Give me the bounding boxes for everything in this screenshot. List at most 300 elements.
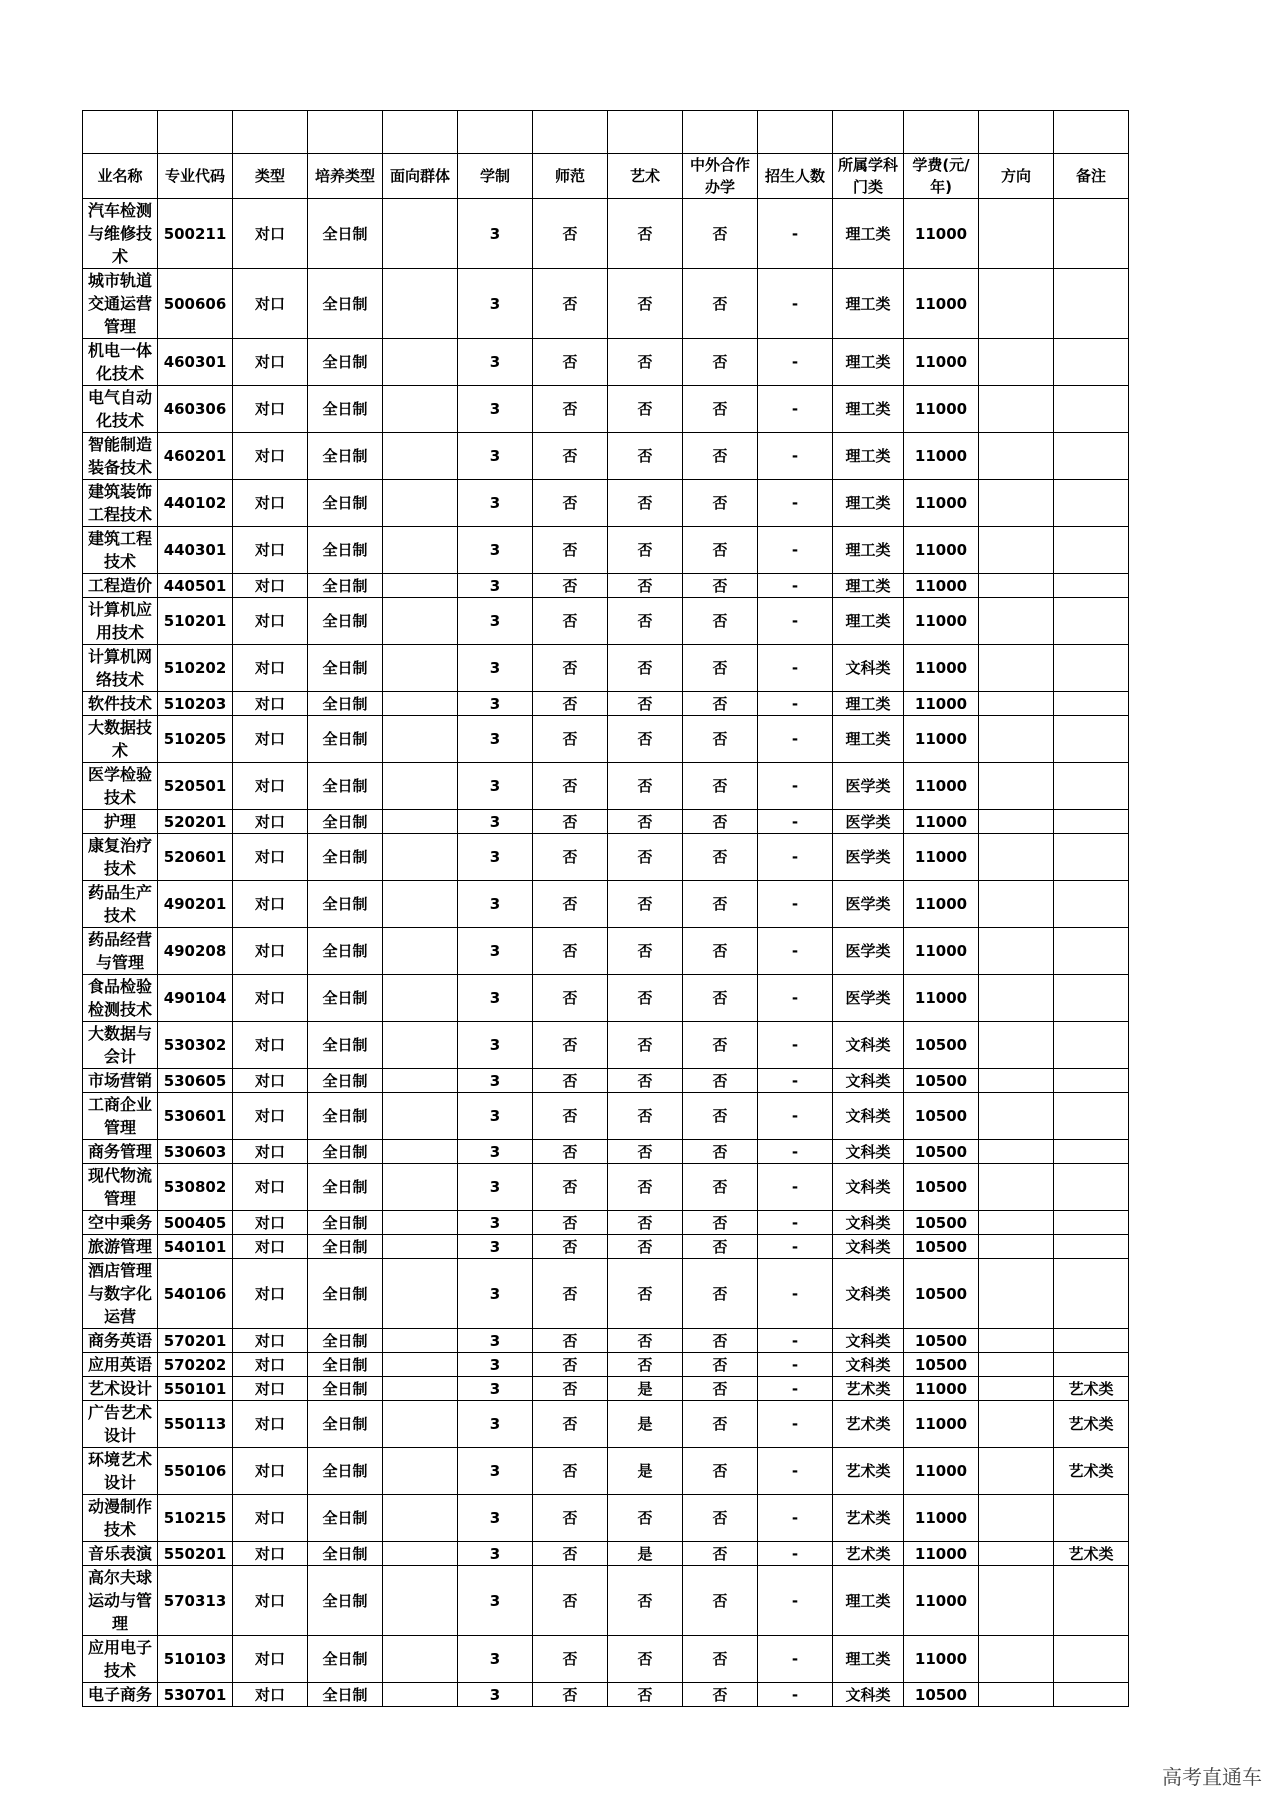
blank-cell: [833, 111, 904, 154]
table-cell: 否: [683, 386, 758, 433]
table-cell: [1054, 527, 1129, 574]
table-cell: 全日制: [308, 386, 383, 433]
table-cell: -: [758, 928, 833, 975]
table-cell: 全日制: [308, 1566, 383, 1636]
table-cell: [383, 1022, 458, 1069]
table-cell: 11000: [904, 692, 979, 716]
table-cell: 全日制: [308, 1377, 383, 1401]
table-cell: 否: [683, 1235, 758, 1259]
table-cell: 对口: [233, 975, 308, 1022]
table-cell: 全日制: [308, 881, 383, 928]
table-cell: 否: [608, 716, 683, 763]
table-cell: 对口: [233, 1329, 308, 1353]
table-cell: 全日制: [308, 339, 383, 386]
table-cell: 490208: [158, 928, 233, 975]
blank-cell: [683, 111, 758, 154]
table-cell: 510201: [158, 598, 233, 645]
table-cell: 520501: [158, 763, 233, 810]
major-name-cell: 大数据技术: [83, 716, 158, 763]
table-cell: 否: [533, 1329, 608, 1353]
table-cell: 否: [683, 1164, 758, 1211]
table-cell: 否: [608, 386, 683, 433]
table-cell: 是: [608, 1448, 683, 1495]
table-cell: 否: [533, 975, 608, 1022]
table-cell: 否: [533, 692, 608, 716]
table-cell: [383, 386, 458, 433]
table-cell: [979, 1211, 1054, 1235]
table-cell: 否: [683, 1211, 758, 1235]
table-cell: 对口: [233, 433, 308, 480]
table-row: [83, 1164, 1129, 1211]
table-cell: 3: [458, 1636, 533, 1683]
table-cell: 全日制: [308, 527, 383, 574]
table-cell: 全日制: [308, 1093, 383, 1140]
table-cell: 否: [533, 527, 608, 574]
table-cell: 对口: [233, 1542, 308, 1566]
major-name-cell: 建筑装饰工程技术: [83, 480, 158, 527]
table-cell: [1054, 834, 1129, 881]
table-cell: [1054, 480, 1129, 527]
table-cell: 对口: [233, 1448, 308, 1495]
table-cell: 540101: [158, 1235, 233, 1259]
table-cell: 理工类: [833, 692, 904, 716]
table-cell: 10500: [904, 1093, 979, 1140]
table-cell: 11000: [904, 1495, 979, 1542]
table-cell: [979, 598, 1054, 645]
table-cell: 对口: [233, 1636, 308, 1683]
table-cell: 否: [533, 386, 608, 433]
table-cell: 否: [608, 480, 683, 527]
major-name-cell: 大数据与会计: [83, 1022, 158, 1069]
table-cell: 3: [458, 269, 533, 339]
table-cell: [1054, 1259, 1129, 1329]
table-cell: 否: [533, 716, 608, 763]
table-cell: [979, 645, 1054, 692]
table-cell: 10500: [904, 1353, 979, 1377]
table-cell: 全日制: [308, 1401, 383, 1448]
table-cell: 全日制: [308, 763, 383, 810]
table-cell: 否: [608, 269, 683, 339]
table-cell: 3: [458, 881, 533, 928]
table-cell: [979, 1542, 1054, 1566]
table-cell: 全日制: [308, 199, 383, 269]
table-row: [83, 386, 1129, 433]
table-cell: 对口: [233, 1566, 308, 1636]
table-cell: 570313: [158, 1566, 233, 1636]
table-cell: 对口: [233, 1495, 308, 1542]
table-cell: [1054, 598, 1129, 645]
table-cell: [979, 433, 1054, 480]
table-cell: 500606: [158, 269, 233, 339]
table-cell: 510202: [158, 645, 233, 692]
table-cell: -: [758, 1164, 833, 1211]
table-cell: 440501: [158, 574, 233, 598]
table-cell: [383, 574, 458, 598]
table-cell: 3: [458, 1022, 533, 1069]
table-cell: 否: [608, 199, 683, 269]
table-cell: -: [758, 1683, 833, 1707]
table-cell: [383, 269, 458, 339]
table-cell: 否: [608, 433, 683, 480]
blank-cell: [233, 111, 308, 154]
table-cell: 3: [458, 1542, 533, 1566]
table-cell: 否: [533, 1401, 608, 1448]
table-cell: [1054, 810, 1129, 834]
table-cell: 3: [458, 433, 533, 480]
major-name-cell: 医学检验技术: [83, 763, 158, 810]
table-cell: 否: [683, 1566, 758, 1636]
table-cell: 全日制: [308, 928, 383, 975]
table-cell: 10500: [904, 1022, 979, 1069]
table-cell: 11000: [904, 199, 979, 269]
table-row: [83, 1542, 1129, 1566]
table-cell: [383, 339, 458, 386]
table-cell: 全日制: [308, 1022, 383, 1069]
table-cell: 3: [458, 574, 533, 598]
table-cell: 570202: [158, 1353, 233, 1377]
table-cell: 对口: [233, 1093, 308, 1140]
table-cell: 否: [608, 834, 683, 881]
column-header: 中外合作办学: [683, 154, 758, 199]
table-cell: [979, 199, 1054, 269]
table-cell: 文科类: [833, 1353, 904, 1377]
table-cell: 对口: [233, 339, 308, 386]
column-header: 专业代码: [158, 154, 233, 199]
table-cell: [383, 1093, 458, 1140]
major-name-cell: 工商企业管理: [83, 1093, 158, 1140]
table-cell: 550106: [158, 1448, 233, 1495]
table-cell: 对口: [233, 527, 308, 574]
table-cell: 医学类: [833, 928, 904, 975]
table-cell: 理工类: [833, 480, 904, 527]
watermark: 高考直通车: [1162, 1765, 1262, 1789]
table-cell: 是: [608, 1377, 683, 1401]
column-header: 培养类型: [308, 154, 383, 199]
table-cell: [979, 339, 1054, 386]
table-cell: 对口: [233, 763, 308, 810]
table-cell: 是: [608, 1542, 683, 1566]
table-cell: 否: [533, 574, 608, 598]
table-cell: 否: [533, 480, 608, 527]
table-cell: [1054, 881, 1129, 928]
table-row: [83, 269, 1129, 339]
table-cell: 否: [683, 1022, 758, 1069]
table-cell: 否: [608, 1353, 683, 1377]
table-row: [83, 433, 1129, 480]
table-cell: 全日制: [308, 975, 383, 1022]
major-name-cell: 酒店管理与数字化运营: [83, 1259, 158, 1329]
table-cell: 医学类: [833, 834, 904, 881]
major-name-cell: 艺术设计: [83, 1377, 158, 1401]
table-cell: 否: [533, 1495, 608, 1542]
table-cell: -: [758, 881, 833, 928]
table-cell: [383, 433, 458, 480]
table-cell: 11000: [904, 645, 979, 692]
table-cell: 否: [683, 1140, 758, 1164]
table-cell: 否: [533, 763, 608, 810]
table-cell: 530701: [158, 1683, 233, 1707]
table-cell: [979, 1566, 1054, 1636]
table-cell: 否: [533, 339, 608, 386]
table-cell: -: [758, 1636, 833, 1683]
table-cell: [1054, 386, 1129, 433]
table-cell: 理工类: [833, 386, 904, 433]
table-cell: 文科类: [833, 1683, 904, 1707]
table-cell: 对口: [233, 1353, 308, 1377]
table-cell: 全日制: [308, 1636, 383, 1683]
blank-cell: [758, 111, 833, 154]
table-cell: -: [758, 433, 833, 480]
table-cell: [1054, 1329, 1129, 1353]
table-cell: 3: [458, 1140, 533, 1164]
table-cell: 对口: [233, 199, 308, 269]
major-name-cell: 市场营销: [83, 1069, 158, 1093]
table-cell: 否: [533, 834, 608, 881]
table-cell: 否: [533, 928, 608, 975]
table-cell: 570201: [158, 1329, 233, 1353]
table-cell: 全日制: [308, 1353, 383, 1377]
table-cell: 540106: [158, 1259, 233, 1329]
table-cell: [979, 834, 1054, 881]
table-row: [83, 1401, 1129, 1448]
table-row: [83, 928, 1129, 975]
table-cell: 否: [533, 645, 608, 692]
table-cell: -: [758, 1022, 833, 1069]
table-cell: 否: [533, 1377, 608, 1401]
table-cell: 550201: [158, 1542, 233, 1566]
major-name-cell: 音乐表演: [83, 1542, 158, 1566]
table-cell: 否: [683, 763, 758, 810]
table-cell: 520601: [158, 834, 233, 881]
table-cell: 理工类: [833, 716, 904, 763]
table-row: [83, 716, 1129, 763]
table-cell: 全日制: [308, 1259, 383, 1329]
table-cell: 3: [458, 1566, 533, 1636]
table-cell: 否: [533, 1093, 608, 1140]
enrollment-sheet: [82, 110, 1129, 1707]
table-cell: 否: [608, 1566, 683, 1636]
table-cell: 否: [533, 433, 608, 480]
table-cell: [383, 1140, 458, 1164]
major-name-cell: 现代物流管理: [83, 1164, 158, 1211]
table-cell: 艺术类: [1054, 1542, 1129, 1566]
table-cell: -: [758, 527, 833, 574]
column-header: 面向群体: [383, 154, 458, 199]
table-row: [83, 598, 1129, 645]
table-cell: -: [758, 598, 833, 645]
major-name-cell: 机电一体化技术: [83, 339, 158, 386]
majors-table: [82, 110, 1129, 1707]
table-row: [83, 527, 1129, 574]
table-row: [83, 1377, 1129, 1401]
table-cell: 艺术类: [1054, 1448, 1129, 1495]
table-row: [83, 1495, 1129, 1542]
table-cell: [383, 1259, 458, 1329]
table-cell: [383, 928, 458, 975]
table-cell: 否: [683, 810, 758, 834]
table-cell: 510203: [158, 692, 233, 716]
table-cell: 否: [683, 339, 758, 386]
major-name-cell: 广告艺术设计: [83, 1401, 158, 1448]
table-cell: 否: [533, 1566, 608, 1636]
table-cell: 否: [683, 881, 758, 928]
table-cell: 11000: [904, 834, 979, 881]
column-header: 学费(元/年): [904, 154, 979, 199]
table-cell: [979, 574, 1054, 598]
major-name-cell: 城市轨道交通运营管理: [83, 269, 158, 339]
blank-row: [83, 111, 1129, 154]
table-cell: 3: [458, 1164, 533, 1211]
table-cell: [979, 692, 1054, 716]
table-cell: 理工类: [833, 1636, 904, 1683]
table-cell: 文科类: [833, 1259, 904, 1329]
table-cell: 文科类: [833, 1329, 904, 1353]
table-cell: 全日制: [308, 1140, 383, 1164]
table-row: [83, 1235, 1129, 1259]
major-name-cell: 计算机应用技术: [83, 598, 158, 645]
table-cell: 全日制: [308, 1542, 383, 1566]
table-cell: 否: [683, 1495, 758, 1542]
table-cell: 文科类: [833, 1164, 904, 1211]
table-cell: [383, 1448, 458, 1495]
table-cell: 艺术类: [833, 1495, 904, 1542]
table-cell: 对口: [233, 1140, 308, 1164]
table-cell: 否: [533, 1069, 608, 1093]
table-cell: 全日制: [308, 1683, 383, 1707]
table-cell: 全日制: [308, 1448, 383, 1495]
table-cell: 3: [458, 1683, 533, 1707]
table-cell: [383, 1683, 458, 1707]
table-cell: 对口: [233, 1259, 308, 1329]
table-cell: 否: [683, 1259, 758, 1329]
table-cell: 文科类: [833, 1022, 904, 1069]
table-cell: 否: [608, 692, 683, 716]
table-cell: -: [758, 716, 833, 763]
table-cell: 否: [533, 1636, 608, 1683]
table-cell: 11000: [904, 1401, 979, 1448]
table-cell: 460201: [158, 433, 233, 480]
table-cell: 艺术类: [833, 1377, 904, 1401]
table-cell: 否: [608, 1329, 683, 1353]
table-cell: 11000: [904, 527, 979, 574]
table-cell: 520201: [158, 810, 233, 834]
table-cell: 对口: [233, 1164, 308, 1211]
table-cell: 3: [458, 1401, 533, 1448]
table-cell: 440301: [158, 527, 233, 574]
table-cell: [383, 716, 458, 763]
blank-cell: [458, 111, 533, 154]
table-cell: [979, 1259, 1054, 1329]
table-cell: [979, 1377, 1054, 1401]
table-row: [83, 1211, 1129, 1235]
table-cell: 对口: [233, 928, 308, 975]
table-row: [83, 1683, 1129, 1707]
table-cell: 11000: [904, 339, 979, 386]
table-cell: 艺术类: [833, 1401, 904, 1448]
table-row: [83, 339, 1129, 386]
table-cell: [383, 1401, 458, 1448]
table-cell: [1054, 1140, 1129, 1164]
major-name-cell: 康复治疗技术: [83, 834, 158, 881]
table-cell: 理工类: [833, 1566, 904, 1636]
table-cell: 否: [608, 645, 683, 692]
table-cell: -: [758, 1566, 833, 1636]
table-cell: 10500: [904, 1211, 979, 1235]
table-cell: 11000: [904, 1566, 979, 1636]
table-cell: [383, 834, 458, 881]
table-cell: 全日制: [308, 834, 383, 881]
table-cell: 3: [458, 645, 533, 692]
table-cell: -: [758, 1140, 833, 1164]
table-cell: 否: [608, 1683, 683, 1707]
table-cell: 对口: [233, 386, 308, 433]
major-name-cell: 高尔夫球运动与管理: [83, 1566, 158, 1636]
table-cell: 对口: [233, 1401, 308, 1448]
table-cell: 3: [458, 810, 533, 834]
table-cell: 全日制: [308, 1069, 383, 1093]
table-cell: 10500: [904, 1683, 979, 1707]
table-cell: 3: [458, 975, 533, 1022]
table-cell: 理工类: [833, 527, 904, 574]
table-cell: [1054, 928, 1129, 975]
table-cell: 对口: [233, 1069, 308, 1093]
major-name-cell: 应用电子技术: [83, 1636, 158, 1683]
table-row: [83, 834, 1129, 881]
header-row: [83, 154, 1129, 199]
major-name-cell: 建筑工程技术: [83, 527, 158, 574]
table-cell: [979, 1329, 1054, 1353]
table-cell: -: [758, 480, 833, 527]
table-cell: 否: [608, 881, 683, 928]
table-cell: 对口: [233, 834, 308, 881]
table-cell: 对口: [233, 810, 308, 834]
table-cell: [1054, 1636, 1129, 1683]
table-cell: 否: [608, 1164, 683, 1211]
table-cell: [979, 1069, 1054, 1093]
table-cell: [1054, 574, 1129, 598]
table-cell: [1054, 1683, 1129, 1707]
table-cell: [1054, 433, 1129, 480]
major-name-cell: 电气自动化技术: [83, 386, 158, 433]
table-cell: [979, 975, 1054, 1022]
table-cell: 否: [683, 1353, 758, 1377]
table-cell: 理工类: [833, 574, 904, 598]
table-cell: 3: [458, 1093, 533, 1140]
table-cell: 对口: [233, 1235, 308, 1259]
table-cell: 对口: [233, 480, 308, 527]
table-cell: 11000: [904, 975, 979, 1022]
table-cell: 全日制: [308, 1235, 383, 1259]
table-cell: 否: [608, 1235, 683, 1259]
major-name-cell: 汽车检测与维修技术: [83, 199, 158, 269]
table-cell: 10500: [904, 1329, 979, 1353]
table-cell: [979, 1636, 1054, 1683]
blank-cell: [979, 111, 1054, 154]
table-cell: 否: [608, 975, 683, 1022]
table-cell: 500405: [158, 1211, 233, 1235]
table-cell: 否: [533, 1259, 608, 1329]
table-cell: -: [758, 1069, 833, 1093]
table-cell: 全日制: [308, 598, 383, 645]
table-cell: 否: [608, 1140, 683, 1164]
table-cell: [1054, 763, 1129, 810]
table-cell: -: [758, 269, 833, 339]
table-cell: -: [758, 199, 833, 269]
table-row: [83, 480, 1129, 527]
table-cell: -: [758, 645, 833, 692]
table-cell: [383, 1377, 458, 1401]
table-cell: [383, 1235, 458, 1259]
